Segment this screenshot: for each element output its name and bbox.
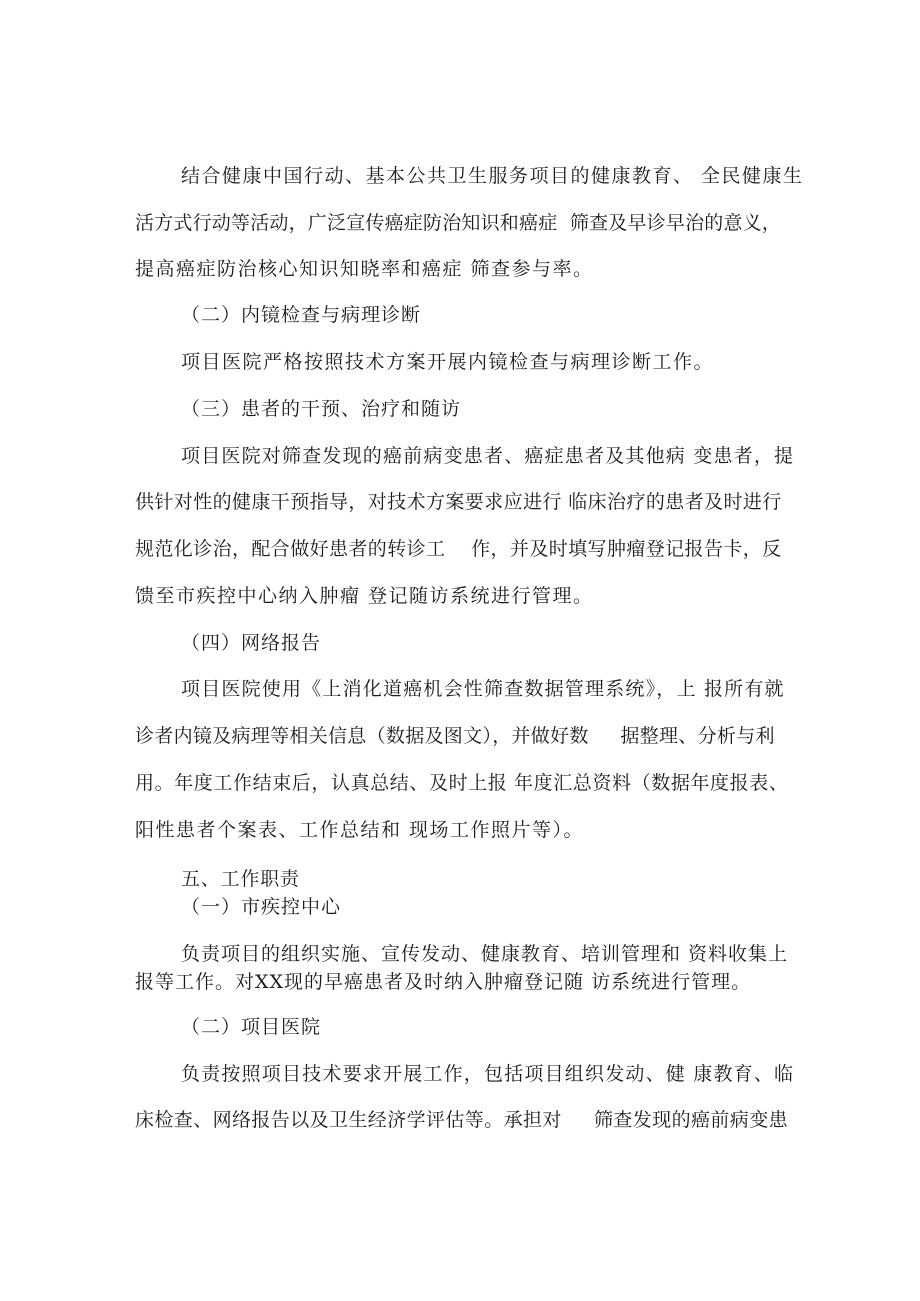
para3-line1: 项目医院对筛查发现的癌前病变患者、癌症患者及其他病 变患者，提 [181,445,795,467]
para2: 项目医院严格按照技术方案开展内镜检查与病理诊断工作。 [181,351,715,373]
heading-intervention: （三）患者的干预、治疗和随访 [181,398,462,420]
para3-line3: 规范化诊治，配合做好患者的转诊工 作，并及时填写肿瘤登记报告卡，反 [135,538,782,560]
para1-line2: 活方式行动等活动，广泛宣传癌症防治知识和癌症 筛查及早诊早治的意义， [135,212,782,234]
heading-endoscopy: （二）内镜检查与病理诊断 [181,304,422,326]
para4-line2: 诊者内镜及病理等相关信息（数据及图文），并做好数 据整理、分析与利 [135,725,775,747]
section-responsibilities: 五、工作职责 [181,868,300,890]
para5-2-line2: 床检查、网络报告以及卫生经济学评估等。承担对 筛查发现的癌前病变患 [135,1109,788,1131]
para1-line1: 结合健康中国行动、基本公共卫生服务项目的健康教育、 全民健康生 [181,165,804,187]
para5-2-line1: 负责按照项目技术要求开展工作，包括项目组织发动、健 康教育、临 [181,1063,795,1085]
para5-1-line2: 报等工作。对XX现的早癌患者及时纳入肿瘤登记随 访系统进行管理。 [135,971,752,993]
heading-cdc: （一）市疾控中心 [181,896,342,918]
para3-line2: 供针对性的健康干预指导，对技术方案要求应进行 临床治疗的患者及时进行 [135,491,782,513]
para1-line3: 提高癌症防治核心知识知晓率和癌症 筛查参与率。 [135,258,594,280]
para4-line3: 用。年度工作结束后，认真总结、及时上报 年度汇总资料（数据年度报表、 [135,772,789,794]
para5-1-line1: 负责项目的组织实施、宣传发动、健康教育、培训管理和 资料收集上 [181,943,789,965]
para4-line4: 阳性患者个案表、工作总结和 现场工作照片等）。 [135,819,585,841]
heading-project-hospital: （二）项目医院 [181,1016,322,1038]
para3-line4: 馈至市疾控中心纳入肿瘤 登记随访系统进行管理。 [135,585,594,607]
para4-line1: 项目医院使用《上消化道癌机会性筛查数据管理系统》，上 报所有就 [181,678,785,700]
heading-network-report: （四）网络报告 [181,632,322,654]
